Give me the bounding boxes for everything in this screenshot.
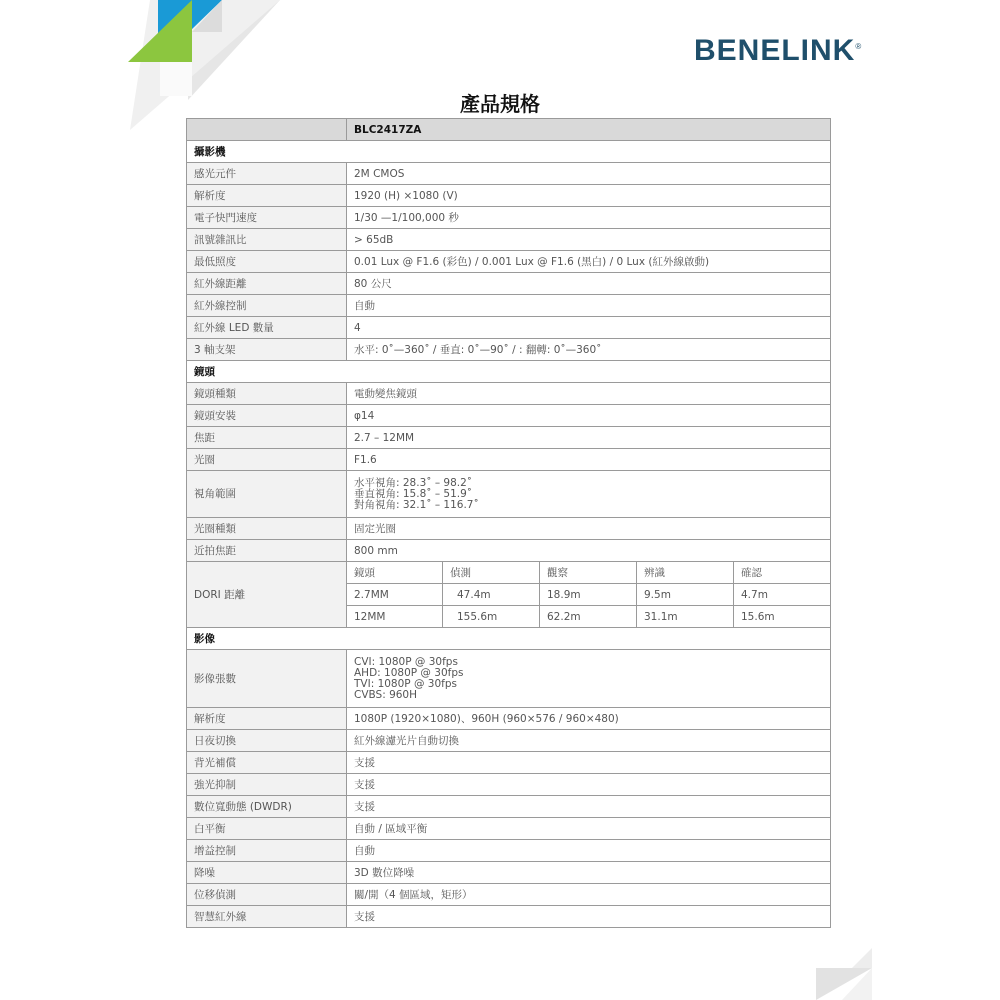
table-row — [187, 273, 831, 295]
table-row — [187, 818, 831, 840]
spec-value: 支援 — [347, 774, 831, 796]
spec-label: 數位寬動態 (DWDR) — [187, 796, 347, 818]
spec-label: 背光補償 — [187, 752, 347, 774]
dori-cell: 4.7m — [734, 584, 831, 606]
section-title: 攝影機 — [187, 141, 831, 163]
spec-label: 最低照度 — [187, 251, 347, 273]
table-row — [187, 650, 831, 708]
corner-decoration-bottom-right — [812, 940, 882, 1000]
table-row — [187, 518, 831, 540]
dori-cell: 31.1m — [637, 606, 734, 628]
table-row — [187, 540, 831, 562]
table-row — [187, 427, 831, 449]
model-name: BLC2417ZA — [347, 119, 831, 141]
spec-value: 1920 (H) ×1080 (V) — [347, 185, 831, 207]
table-row — [187, 884, 831, 906]
spec-value: 支援 — [347, 796, 831, 818]
spec-value: > 65dB — [347, 229, 831, 251]
table-row — [187, 840, 831, 862]
table-row — [187, 207, 831, 229]
dori-header-cell: 觀察 — [540, 562, 637, 584]
spec-value: 支援 — [347, 906, 831, 928]
spec-value: 自動 / 區域平衡 — [347, 818, 831, 840]
dori-cell: 2.7MM — [347, 584, 443, 606]
spec-value: 2M CMOS — [347, 163, 831, 185]
table-row — [187, 295, 831, 317]
spec-value: 紅外線濾光片自動切換 — [347, 730, 831, 752]
table-row — [187, 796, 831, 818]
table-row — [187, 628, 831, 650]
spec-value-line: CVBS: 960H — [354, 688, 418, 701]
table-row — [187, 383, 831, 405]
table-row — [187, 562, 831, 584]
dori-header-cell: 偵測 — [443, 562, 540, 584]
table-row — [187, 862, 831, 884]
section-title: 影像 — [187, 628, 831, 650]
spec-table — [186, 118, 831, 928]
table-row — [187, 361, 831, 383]
spec-value: 3D 數位降噪 — [347, 862, 831, 884]
dori-label: DORI 距離 — [187, 562, 347, 628]
table-row — [187, 163, 831, 185]
spec-value: 800 mm — [347, 540, 831, 562]
spec-label: 訊號雜訊比 — [187, 229, 347, 251]
table-row — [187, 730, 831, 752]
spec-value: 水平: 0˚—360˚ / 垂直: 0˚—90˚ / : 翻轉: 0˚—360˚ — [347, 339, 831, 361]
spec-label: 白平衡 — [187, 818, 347, 840]
spec-label: 日夜切換 — [187, 730, 347, 752]
section-title: 鏡頭 — [187, 361, 831, 383]
spec-label: 鏡頭安裝 — [187, 405, 347, 427]
spec-value: 1/30 —1/100,000 秒 — [347, 207, 831, 229]
spec-label: 解析度 — [187, 185, 347, 207]
spec-value-line: AHD: 1080P @ 30fps — [354, 666, 464, 679]
spec-value-line: TVI: 1080P @ 30fps — [354, 677, 457, 690]
dori-header-cell: 確認 — [734, 562, 831, 584]
spec-value — [347, 650, 831, 708]
table-row — [187, 774, 831, 796]
table-row — [187, 119, 831, 141]
spec-value: 自動 — [347, 295, 831, 317]
table-row — [187, 251, 831, 273]
spec-label: 光圈 — [187, 449, 347, 471]
spec-value: φ14 — [347, 405, 831, 427]
table-row — [187, 906, 831, 928]
dori-cell: 9.5m — [637, 584, 734, 606]
spec-label: 電子快門速度 — [187, 207, 347, 229]
spec-value: 2.7 – 12MM — [347, 427, 831, 449]
spec-value-line: CVI: 1080P @ 30fps — [354, 655, 458, 668]
brand-logo: BENELINK® — [694, 34, 863, 67]
dori-cell: 15.6m — [734, 606, 831, 628]
spec-value: 固定光圈 — [347, 518, 831, 540]
spec-label: 近拍焦距 — [187, 540, 347, 562]
spec-value — [347, 471, 831, 518]
spec-label: 紅外線 LED 數量 — [187, 317, 347, 339]
spec-value: 1080P (1920×1080)、960H (960×576 / 960×480) — [347, 708, 831, 730]
spec-label: 智慧紅外線 — [187, 906, 347, 928]
table-row — [187, 405, 831, 427]
dori-cell: 18.9m — [540, 584, 637, 606]
spec-label: 影像張數 — [187, 650, 347, 708]
spec-value-line: 水平視角: 28.3˚ – 98.2˚ — [354, 476, 473, 489]
spec-label: 位移偵測 — [187, 884, 347, 906]
spec-label: 鏡頭種類 — [187, 383, 347, 405]
dori-cell: 62.2m — [540, 606, 637, 628]
table-row — [187, 339, 831, 361]
spec-label: 視角範圍 — [187, 471, 347, 518]
dori-header-cell: 辨識 — [637, 562, 734, 584]
dori-cell: 47.4m — [443, 584, 540, 606]
spec-label: 感光元件 — [187, 163, 347, 185]
page-title: 產品規格 — [460, 92, 540, 116]
spec-value: 4 — [347, 317, 831, 339]
table-row — [187, 708, 831, 730]
spec-value-line: 對角視角: 32.1˚ – 116.7˚ — [354, 498, 479, 511]
spec-value: 支援 — [347, 752, 831, 774]
spec-label: 增益控制 — [187, 840, 347, 862]
dori-header-cell: 鏡頭 — [347, 562, 443, 584]
spec-value: 0.01 Lux @ F1.6 (彩色) / 0.001 Lux @ F1.6 (黑白) / 0 Lux (紅外線啟動) — [347, 251, 831, 273]
table-row — [187, 141, 831, 163]
table-row — [187, 317, 831, 339]
table-row — [187, 185, 831, 207]
table-row — [187, 229, 831, 251]
spec-label: 紅外線控制 — [187, 295, 347, 317]
spec-value: 電動變焦鏡頭 — [347, 383, 831, 405]
spec-label: 強光抑制 — [187, 774, 347, 796]
spec-label: 紅外線距離 — [187, 273, 347, 295]
spec-value: 80 公尺 — [347, 273, 831, 295]
table-row — [187, 471, 831, 518]
spec-label: 光圈種類 — [187, 518, 347, 540]
spec-value: 關/開（4 個區域，矩形） — [347, 884, 831, 906]
table-row — [187, 752, 831, 774]
spec-value-line: 垂直視角: 15.8˚ – 51.9˚ — [354, 487, 473, 500]
dori-cell: 12MM — [347, 606, 443, 628]
spec-label: 焦距 — [187, 427, 347, 449]
spec-label: 3 軸支架 — [187, 339, 347, 361]
spec-value: F1.6 — [347, 449, 831, 471]
dori-cell: 155.6m — [443, 606, 540, 628]
spec-label: 降噪 — [187, 862, 347, 884]
spec-value: 自動 — [347, 840, 831, 862]
header-blank — [187, 119, 347, 141]
table-row — [187, 449, 831, 471]
spec-label: 解析度 — [187, 708, 347, 730]
